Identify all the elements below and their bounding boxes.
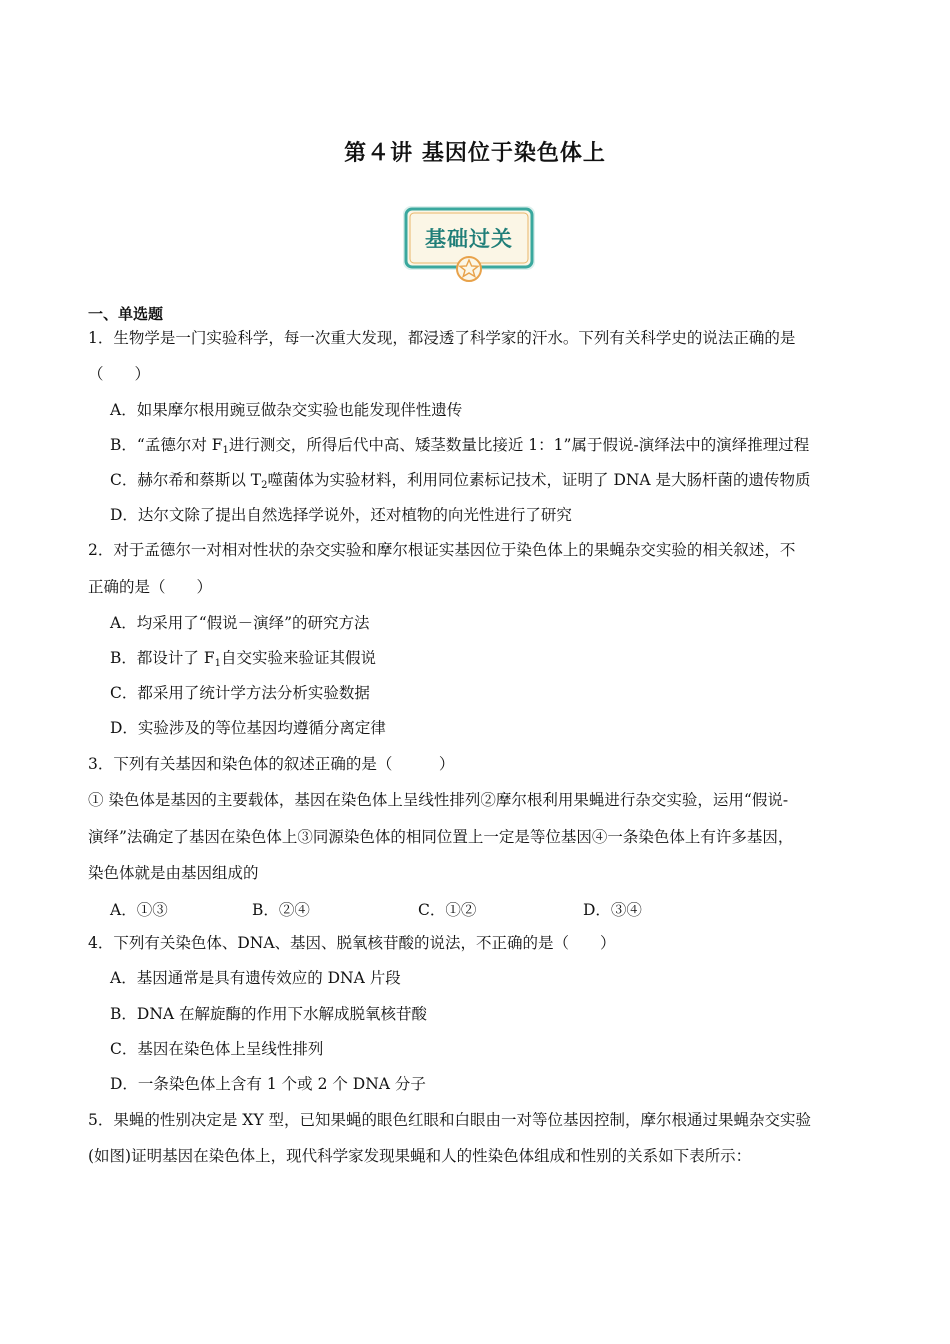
question-2-stem-cont: 正确的是（ ）	[88, 578, 213, 596]
question-2-option-d: D．实验涉及的等位基因均遵循分离定律	[110, 719, 386, 737]
question-3-statements-3: 染色体就是由基因组成的	[88, 864, 259, 882]
question-2-stem: 2．对于孟德尔一对相对性状的杂交实验和摩尔根证实基因位于染色体上的果蝇杂交实验的相关叙述，不	[88, 541, 796, 559]
question-1-option-a: A．如果摩尔根用豌豆做杂交实验也能发现伴性遗传	[110, 401, 463, 419]
question-1-option-d: D．达尔文除了提出自然选择学说外，还对植物的向光性进行了研究	[110, 506, 572, 524]
question-3-statements-2: 演绎”法确定了基因在染色体上③同源染色体的相同位置上一定是等位基因④一条染色体上有许多基因，	[88, 828, 794, 846]
section-badge	[400, 203, 538, 283]
question-3-option-b: B．②④	[252, 901, 310, 919]
question-2-option-c: C．都采用了统计学方法分析实验数据	[110, 684, 370, 702]
question-3-statements-1: ① 染色体是基因的主要载体，基因在染色体上呈线性排列②摩尔根利用果蝇进行杂交实验，运用“假说-	[88, 791, 789, 809]
section-heading: 一、单选题	[88, 305, 164, 323]
page-title: 第４讲 基因位于染色体上	[344, 140, 606, 166]
question-3-option-d: D．③④	[583, 901, 642, 919]
question-1-option-c: C．赫尔希和蔡斯以 $T_2$噬菌体为实验材料，利用同位素标记技术，证明了 DNA 是大肠杆菌的遗传物质	[110, 471, 811, 491]
question-4-option-d: D．一条染色体上含有 1 个或 2 个 DNA 分子	[110, 1075, 426, 1093]
question-3-option-a: A．①③	[110, 901, 168, 919]
question-1-option-b: B．“孟德尔对 $F_1$进行测交，所得后代中高、矮茎数量比接近 1：1”属于假说-演绎法中的演绎推理过程	[110, 436, 810, 456]
question-2-option-a: A．均采用了“假说－演绎”的研究方法	[110, 614, 370, 632]
question-4-option-c: C．基因在染色体上呈线性排列	[110, 1040, 324, 1058]
question-5-stem: 5．果蝇的性别决定是 XY 型，已知果蝇的眼色红眼和白眼由一对等位基因控制，摩尔根通过果蝇杂交实验	[88, 1111, 811, 1129]
badge-label: 基础过关	[425, 227, 513, 251]
question-4-option-b: B．DNA 在解旋酶的作用下水解成脱氧核苷酸	[110, 1005, 428, 1023]
question-4-option-a: A．基因通常是具有遗传效应的 DNA 片段	[110, 969, 401, 987]
question-1-stem: 1．生物学是一门实验科学，每一次重大发现，都浸透了科学家的汗水。下列有关科学史的说法正确的是	[88, 329, 796, 347]
question-2-option-b: B．都设计了 $F_1$自交实验来验证其假说	[110, 649, 376, 669]
question-4-stem: 4．下列有关染色体、DNA、基因、脱氧核苷酸的说法，不正确的是（ ）	[88, 934, 616, 952]
question-5-stem-cont: (如图)证明基因在染色体上，现代科学家发现果蝇和人的性染色体组成和性别的关系如下表所示：	[88, 1147, 752, 1165]
question-1-bracket: （ ）	[88, 365, 151, 383]
question-3-option-c: C．①②	[418, 901, 477, 919]
question-3-stem: 3．下列有关基因和染色体的叙述正确的是（ ）	[88, 755, 455, 773]
